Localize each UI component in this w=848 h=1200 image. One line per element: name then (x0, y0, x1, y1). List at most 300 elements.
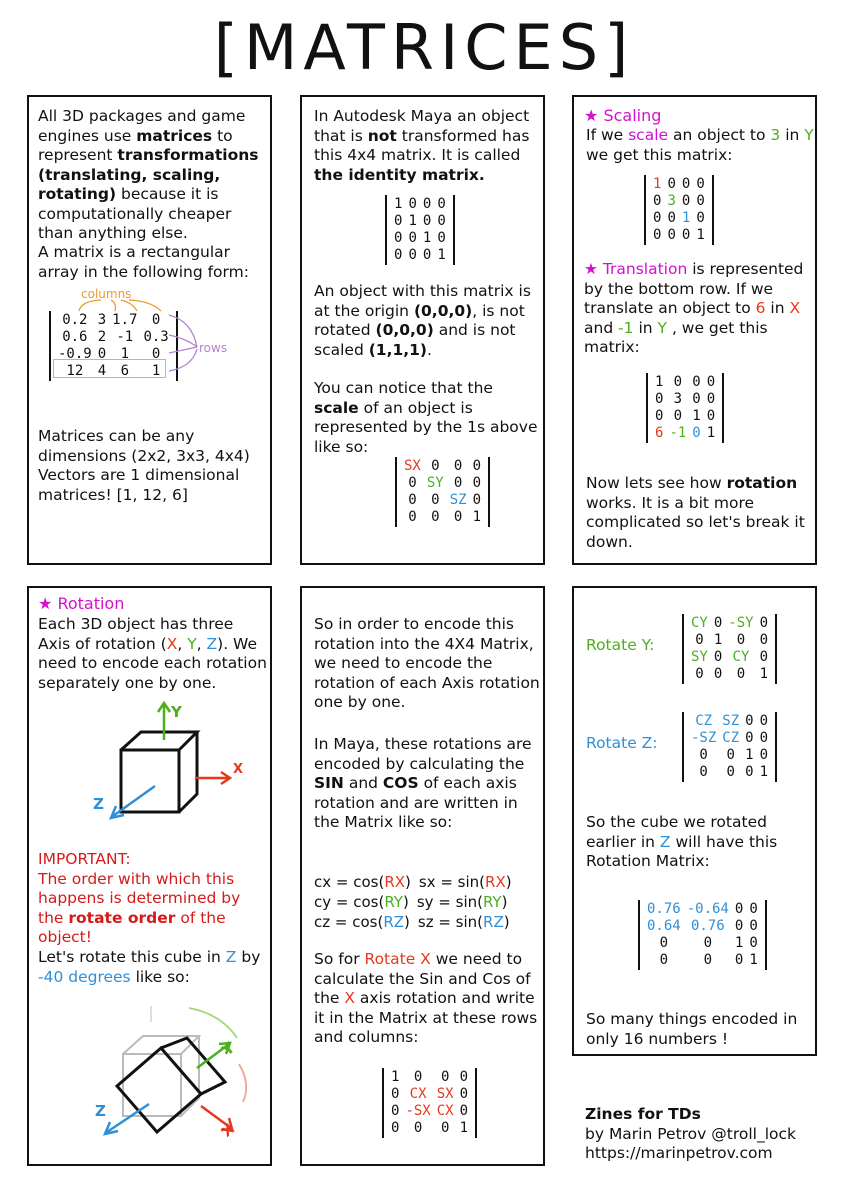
sincos-text-e: of each axis rotation and are written in the Matrix like so: (314, 774, 518, 831)
final-rotation-matrix (638, 900, 767, 970)
scaling-text-f: Y (804, 126, 814, 144)
panel-scaling-translation (572, 95, 817, 565)
matrix-cell: 0 (437, 196, 446, 212)
matrix-cell: 1 (653, 176, 662, 192)
matrix-cell: 0 (653, 210, 662, 226)
matrix-cell: 0 (734, 918, 744, 934)
identity-paragraph (314, 107, 539, 185)
rotate-z-label: Rotate Z: (586, 734, 658, 752)
matrix-cell: -SX (405, 1103, 431, 1119)
matrix-cell: 0 (759, 713, 769, 729)
matrix-cell: CX (436, 1103, 454, 1119)
matrix-cell: 0 (394, 230, 403, 246)
rotx-text-a: So for (314, 950, 365, 968)
matrix-table (388, 1069, 471, 1137)
scale-matrix (395, 457, 490, 527)
matrix-cell: 3 (667, 193, 676, 209)
rotation-intro (586, 474, 814, 552)
matrix-cell: 1 (120, 346, 130, 362)
last-row-highlight (53, 359, 166, 378)
matrix-cell: 0 (706, 374, 716, 390)
matrix-cell: 0 (692, 391, 701, 407)
matrix-cell: CY (691, 615, 708, 631)
matrix-cell: 6 (655, 425, 664, 441)
axis-text-sep2: , (196, 634, 207, 653)
matrix-cell: 0 (453, 475, 463, 491)
matrix-row (55, 312, 172, 329)
matrix-cell: 0 (453, 509, 463, 525)
translation-text-b: 6 (755, 299, 766, 317)
matrix-row (688, 764, 771, 781)
matrix-cell: CZ (695, 713, 713, 729)
matrix-row (391, 196, 449, 213)
translation-text-f: -1 (618, 318, 634, 337)
translation-text-i: , we get this matrix: (584, 318, 768, 356)
matrix-row (388, 1120, 471, 1137)
matrix-cell: 0 (695, 666, 704, 682)
rotx-text-d: X (344, 989, 355, 1007)
panel-encoding (300, 586, 545, 1166)
matrix-cell: -1 (669, 425, 687, 441)
translation-matrix (646, 373, 724, 443)
translation-text-e: and (584, 318, 619, 337)
rotated-axis-y-label: Y (218, 1038, 239, 1060)
matrix-cell: 1 (655, 374, 664, 390)
matrix-cell: 0 (453, 458, 463, 474)
matrix-cell: 0 (745, 713, 754, 729)
translation-text-h: Y (657, 318, 668, 337)
matrix-row (401, 492, 484, 509)
matrix-cell: 0 (659, 935, 669, 951)
axis-x-label: X (233, 762, 244, 777)
matrix-cell: 0 (696, 176, 705, 192)
origin-text-f: (1,1,1) (368, 340, 428, 359)
matrix-cell: 0 (391, 1103, 400, 1119)
formula-close-4: ) (501, 893, 508, 911)
matrix-row (401, 475, 484, 492)
matrix-cell: 1 (745, 747, 754, 763)
axis-y-label: Y (171, 703, 182, 721)
important-note (38, 850, 270, 948)
star-icon: ★ (38, 594, 58, 613)
formula-rx-2: RX (485, 873, 506, 891)
matrix-cell: 0 (699, 764, 708, 780)
matrix-cell: 0 (734, 952, 744, 968)
matrix-cell: 0 (408, 247, 417, 263)
rotation-heading (38, 594, 124, 614)
matrix-table (401, 458, 484, 526)
matrix-cell: 1.7 (112, 312, 138, 328)
scale-text-a: You can notice that the (314, 379, 493, 397)
matrix-cell: 0 (97, 346, 107, 362)
matrix-cell: 0 (759, 730, 769, 746)
axis-text-y: Y (187, 634, 197, 653)
panel-intro (27, 95, 272, 565)
rotx-text-b: Rotate X (364, 950, 431, 968)
matrix-table (688, 713, 771, 781)
rotate-text-b: by (236, 948, 261, 966)
matrix-cell: 1 (749, 952, 758, 968)
cube-diagram (79, 698, 259, 828)
matrix-table (650, 176, 708, 244)
matrix-cell: 0 (437, 213, 446, 229)
matrix-cell: 0 (681, 227, 691, 243)
matrix-cell: 2 (97, 329, 107, 345)
matrix-cell: 1 (706, 425, 716, 441)
matrix-cell: 0 (749, 935, 758, 951)
axis-text-z: Z (206, 634, 218, 653)
formula-rz: RZ (383, 913, 405, 931)
matrix-cell: 0 (692, 425, 701, 441)
closing-paragraph: So many things encoded in only 16 numbers ! (586, 1010, 798, 1048)
matrix-cell: 0 (655, 391, 664, 407)
matrix-cell: 0 (408, 230, 417, 246)
formula-close-2: ) (505, 873, 512, 891)
matrix-cell: 1 (692, 408, 701, 424)
matrix-cell: 0 (659, 952, 669, 968)
matrix-cell: 1 (422, 230, 432, 246)
important-label: IMPORTANT: (38, 850, 131, 868)
origin-text-c: , is not rotated (314, 301, 525, 339)
formula-ry-2: RY (482, 893, 502, 911)
origin-text-g: . (427, 340, 432, 359)
matrix-cell: 0 (759, 632, 769, 648)
matrix-cell: 0 (706, 391, 716, 407)
intro-text-d: transformations (translating, scaling, rotating) (38, 146, 259, 203)
matrix-cell: 0 (667, 176, 676, 192)
sin-cos-formulas (314, 872, 546, 932)
matrix-cell: 0 (673, 374, 683, 390)
matrix-definition: A matrix is a rectangular array in the following form: (38, 243, 249, 281)
credits (585, 1105, 796, 1164)
matrix-table (652, 374, 718, 442)
credits-url[interactable]: https://marinpetrov.com (585, 1144, 773, 1162)
matrix-row (688, 649, 771, 666)
matrix-cell: 0 (459, 1103, 469, 1119)
matrix-cell: -SY (728, 615, 754, 631)
matrix-row (401, 509, 484, 526)
matrix-cell: 0 (681, 176, 691, 192)
rotx-text-e: axis rotation and write it in the Matrix at these rows and columns: (314, 989, 538, 1046)
scaling-heading-text: Scaling (603, 106, 662, 125)
matrix-cell: -SZ (691, 730, 717, 746)
origin-text-b: (0,0,0) (413, 301, 473, 320)
credits-title: Zines for TDs (585, 1105, 701, 1123)
axis-text-sep1: , (177, 634, 188, 653)
matrix-cell: 0 (703, 935, 713, 951)
matrix-cell: 0 (391, 1120, 400, 1136)
scale-paragraph (314, 379, 542, 457)
matrix-cell: 0 (472, 492, 482, 508)
matrix-row (644, 918, 761, 935)
matrix-cell: 0.3 (143, 329, 169, 345)
panel-identity (300, 95, 545, 565)
matrix-cell: 1 (472, 509, 482, 525)
matrix-cell: 0 (736, 666, 746, 682)
identity-text-d: the identity matrix. (314, 165, 485, 184)
matrix-cell: 1 (759, 764, 769, 780)
matrix-cell: 0 (692, 374, 701, 390)
matrix-row (650, 193, 708, 210)
matrix-dimensions: Matrices can be any dimensions (2x2, 3x3, 4x4) Vectors are 1 dimensional matrices! [1, 12, 6] (38, 427, 250, 504)
formula-row-x (314, 872, 546, 892)
axis-text-x: X (166, 634, 178, 653)
scaling-paragraph (586, 126, 814, 165)
matrix-row (688, 747, 771, 764)
matrix-cell: SX (436, 1086, 454, 1102)
final-text-z: Z (659, 832, 671, 851)
scale-text-b: scale (314, 398, 359, 417)
matrix-row (650, 210, 708, 227)
matrix-cell: 1 (394, 196, 403, 212)
matrix-cell: 0 (431, 492, 440, 508)
matrix-cell: 0 (459, 1069, 469, 1085)
matrix-cell: -0.9 (58, 346, 92, 362)
intro-text-e: because it is computationally cheaper than anything else. (38, 185, 232, 242)
axis-z-label: Z (93, 795, 104, 813)
star-icon: ★ (584, 260, 603, 278)
matrix-cell: 0 (440, 1120, 450, 1136)
matrix-row (652, 408, 718, 425)
matrix-cell: 0 (472, 475, 482, 491)
important-text-c: of the object! (38, 908, 226, 946)
formula-cz: cz = cos( (314, 913, 384, 931)
rotation-heading-text: Rotation (57, 594, 125, 613)
matrix-cell: 0 (734, 901, 744, 917)
encoding-paragraph: So in order to encode this rotation into the 4X4 Matrix, we need to encode the rotation of each Axis rotation one by one. (314, 615, 540, 711)
matrix-cell: 1 (696, 227, 705, 243)
translation-text-g: in (633, 318, 658, 337)
axis-text-a: Each 3D object has three Axis of rotation ( (38, 615, 234, 653)
matrix-cell: 0 (749, 918, 758, 934)
matrix-cell: 0 (422, 196, 432, 212)
rotate-y-label: Rotate Y: (586, 636, 655, 654)
matrix-cell: 1 (437, 247, 446, 263)
matrix-cell: 0 (667, 210, 676, 226)
scaling-text-d: 3 (770, 126, 781, 144)
formula-close: ) (405, 873, 411, 891)
matrix-cell: 0 (472, 458, 482, 474)
scale-y-matrix (644, 175, 714, 245)
matrix-row (388, 1086, 471, 1103)
matrix-cell: 0.76 (647, 901, 681, 917)
scaling-text-g: we get this matrix: (586, 145, 733, 164)
matrix-row (391, 230, 449, 247)
scaling-text-b: scale (628, 126, 669, 144)
translation-text-d: X (789, 299, 801, 317)
matrix-cell: 6 (120, 363, 130, 379)
matrix-cell: 0 (151, 312, 161, 328)
matrix-cell: -0.64 (686, 901, 729, 917)
matrix-cell: 0 (667, 227, 676, 243)
origin-text-d: (0,0,0) (375, 321, 434, 339)
matrix-cell: 0 (431, 458, 440, 474)
final-matrix-paragraph (586, 813, 814, 872)
matrix-cell: 0 (408, 509, 417, 525)
matrix-cell: 0 (759, 615, 769, 631)
sin-cos-paragraph (314, 735, 542, 833)
matrix-row (391, 213, 449, 230)
matrix-cell: 12 (66, 363, 84, 379)
matrix-cell: 1 (713, 632, 723, 648)
formula-cx: cx = cos( (314, 873, 385, 891)
matrix-cell: 0 (431, 509, 440, 525)
matrix-row (644, 952, 761, 969)
rows-label: rows (199, 341, 228, 355)
page-title: [MATRICES] (213, 11, 635, 84)
matrix-cell: 0 (749, 901, 758, 917)
translation-text-c: in (765, 299, 790, 317)
formula-close-3: ) (402, 893, 409, 911)
formula-sy: sy = sin( (416, 893, 483, 911)
matrix-cell: 0 (459, 1086, 469, 1102)
rotation-intro-b: rotation (726, 474, 798, 492)
rotx-text-c: we need to calculate the Sin and Cos of the (314, 950, 531, 1007)
matrix-row (391, 247, 449, 264)
matrix-row (688, 632, 771, 649)
columns-label: columns (81, 287, 132, 301)
matrix-cell: 1 (459, 1120, 469, 1136)
credits-author: by Marin Petrov @troll_lock (585, 1124, 797, 1143)
matrix-cell: 0 (706, 408, 716, 424)
matrix-cell: 0 (437, 230, 446, 246)
intro-paragraph (38, 107, 268, 244)
identity-text-b: not (367, 126, 397, 145)
matrix-cell: SX (404, 458, 421, 474)
matrix-cell: 1 (408, 213, 417, 229)
matrix-row (652, 374, 718, 391)
translation-text-a: is represented by the bottom row. If we translate an object to (584, 260, 804, 317)
formula-rx: RX (384, 873, 406, 891)
matrix-cell: 0 (151, 346, 161, 362)
important-text-a: The order with which this happens is determined by the (38, 869, 241, 927)
matrix-cell: CY (732, 649, 750, 665)
matrix-cell: 0 (681, 193, 691, 209)
matrix-cell: 3 (673, 391, 683, 407)
formula-rz-2: RZ (483, 913, 504, 931)
matrix-cell: 0 (413, 1069, 423, 1085)
matrix-row (388, 1069, 471, 1086)
scale-text-c: of an object is represented by the 1s above like so: (314, 398, 538, 456)
matrix-cell: 0 (408, 196, 417, 212)
matrix-cell: 1 (391, 1069, 400, 1085)
matrix-row (650, 227, 708, 244)
rotate-z-matrix (682, 712, 777, 782)
matrix-cell: 0 (673, 408, 683, 424)
rotate-text-z: Z (225, 948, 237, 966)
origin-text-a: An object with this matrix is at the origin (314, 282, 531, 320)
matrix-cell: 0 (413, 1120, 423, 1136)
matrix-cell: 0 (653, 193, 662, 209)
matrix-cell: 0.2 (62, 312, 88, 328)
matrix-cell: 0 (695, 632, 704, 648)
matrix-row (55, 329, 172, 346)
formula-close-6: ) (503, 913, 510, 931)
axis-text-b: ). We need to encode each rotation separately one by one. (38, 634, 267, 692)
formula-sx: sx = sin( (418, 873, 486, 891)
matrix-cell: 0 (759, 747, 769, 763)
matrix-cell: SY (426, 475, 444, 491)
matrix-cell: 0 (759, 649, 769, 665)
rotation-intro-c: works. It is a bit more complicated so let's break it down. (586, 493, 805, 551)
matrix-cell: 0 (726, 764, 735, 780)
sincos-text-c: and (343, 774, 383, 792)
matrix-row (388, 1103, 471, 1120)
matrix-cell: SZ (722, 713, 740, 729)
matrix-cell: 0 (713, 666, 723, 682)
matrix-cell: CX (409, 1086, 427, 1102)
matrix-row (688, 713, 771, 730)
rotated-axis-x-label: X (219, 1121, 238, 1141)
matrix-cell: 0 (408, 475, 417, 491)
sincos-text-b: SIN (314, 774, 344, 792)
rotation-intro-a: Now lets see how (586, 474, 727, 492)
final-text-b: will have this Rotation Matrix: (586, 832, 778, 870)
matrix-row (652, 425, 718, 442)
rotated-cube-diagram (89, 1006, 259, 1161)
origin-text-e: and is not scaled (314, 321, 516, 359)
matrix-row (652, 391, 718, 408)
matrix-cell: 0 (713, 615, 723, 631)
matrix-cell: 0 (745, 730, 754, 746)
identity-text-c: transformed has this 4x4 matrix. It is called (314, 126, 530, 164)
matrix-cell: 0 (391, 1086, 400, 1102)
matrix-cell: 0 (422, 213, 432, 229)
origin-paragraph (314, 282, 539, 360)
matrix-cell: 0 (653, 227, 662, 243)
matrix-cell: 4 (97, 363, 107, 379)
matrix-cell: 0 (394, 247, 403, 263)
rotated-axis-z-label: Z (95, 1102, 106, 1120)
formula-sz: sz = sin( (417, 913, 484, 931)
matrix-cell: 0 (713, 649, 723, 665)
star-icon: ★ (584, 106, 604, 125)
identity-matrix (385, 195, 455, 265)
rotate-text-deg: -40 degrees (38, 967, 131, 986)
matrix-cell: -1 (116, 329, 134, 345)
matrix-row (644, 935, 761, 952)
rotate-text-c: like so: (130, 967, 190, 986)
matrix-cell: 1 (151, 363, 161, 379)
translation-heading (584, 260, 814, 358)
matrix-cell: 0 (726, 747, 735, 763)
matrix-cell: 0.76 (690, 918, 725, 934)
panel-rotation (27, 586, 272, 1166)
rotate-x-matrix (382, 1068, 477, 1138)
matrix-cell: 1 (759, 666, 769, 682)
matrix-cell: 0 (696, 210, 705, 226)
matrix-cell: 3 (97, 312, 107, 328)
matrix-cell: SZ (449, 492, 467, 508)
matrix-cell: 0 (736, 632, 746, 648)
matrix-row (650, 176, 708, 193)
matrix-cell: 0.6 (62, 329, 88, 345)
matrix-cell: 0 (422, 247, 432, 263)
matrix-cell: 0 (696, 193, 705, 209)
matrix-row (688, 666, 771, 683)
matrix-table (644, 901, 761, 969)
matrix-row (688, 730, 771, 747)
intro-text-b: matrices (136, 126, 213, 145)
matrix-row (644, 901, 761, 918)
formula-row-y (314, 892, 546, 912)
rotate-text-a: Let's rotate this cube in (38, 948, 226, 966)
scaling-heading (584, 106, 661, 126)
matrix-cell: 0 (745, 764, 754, 780)
sincos-text-a: In Maya, these rotations are encoded by calculating the (314, 735, 532, 773)
translation-heading-text: Translation (602, 260, 688, 278)
panel-rotation-matrices (572, 586, 817, 1056)
